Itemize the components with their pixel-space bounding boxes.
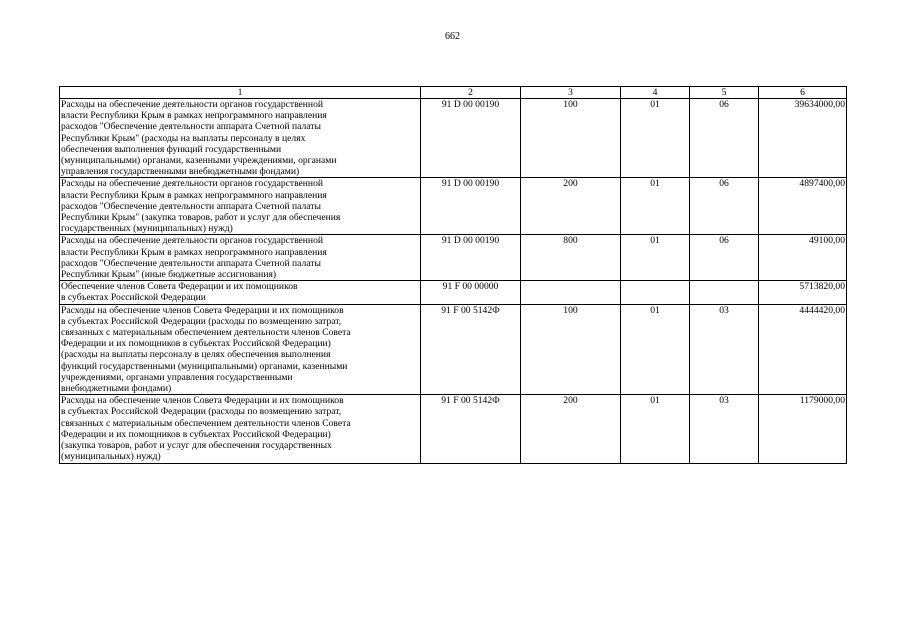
description-line: (муниципальными) органами, казенными учреждениями, органами [61, 155, 337, 167]
header-cell-code: 2 [421, 87, 521, 99]
header-cell-amount: 6 [759, 87, 847, 99]
description-line: расходов "Обеспечение деятельности аппарата Счетной палаты [61, 121, 321, 133]
description-line: управления государственными внебюджетными фондами) [61, 166, 300, 178]
cell-expense-type: 100 [521, 304, 621, 395]
cell-description [60, 99, 421, 178]
cell-expense-type: 200 [521, 178, 621, 235]
description-line: расходов "Обеспечение деятельности аппарата Счетной палаты [61, 257, 321, 269]
cell-section: 01 [621, 178, 690, 235]
description-line: в субъектах Российской Федерации [61, 292, 206, 304]
cell-description [60, 395, 421, 463]
description-line: функций государственными (муниципальными) органами, казенными [61, 360, 348, 372]
cell-amount: 4444420,00 [759, 304, 847, 395]
table-body [60, 99, 847, 464]
cell-code: 91 F 00 5142Ф [421, 304, 521, 395]
cell-code: 91 D 00 00190 [421, 99, 521, 178]
cell-subsection [690, 281, 759, 304]
description-line: расходов "Обеспечение деятельности аппарата Счетной палаты [61, 200, 321, 212]
description-line: власти Республики Крым в рамках непрограммного направления [61, 110, 327, 122]
description-line: в субъектах Российской Федерации (расходы по возмещению затрат, [61, 315, 342, 327]
cell-expense-type [521, 281, 621, 304]
cell-code: 91 F 00 5142Ф [421, 395, 521, 463]
description-line: Федерации и их помощников в субъектах Российской Федерации) [61, 428, 331, 440]
description-line: Республики Крым" (иные бюджетные ассигнования) [61, 269, 277, 281]
description-line: связанных с материальным обеспечением деятельности членов Совета [61, 327, 351, 339]
cell-expense-type: 100 [521, 99, 621, 178]
cell-section: 01 [621, 395, 690, 463]
header-cell-section: 4 [621, 87, 690, 99]
cell-amount: 49100,00 [759, 235, 847, 281]
cell-description [60, 304, 421, 395]
description-line: Расходы на обеспечение членов Совета Федерации и их помощников [61, 304, 344, 316]
header-row [60, 87, 847, 99]
header-cell-description: 1 [60, 87, 421, 99]
table-row [60, 281, 847, 304]
cell-description [60, 235, 421, 281]
cell-description [60, 281, 421, 304]
cell-code: 91 D 00 00190 [421, 178, 521, 235]
description-line: Республики Крым" (расходы на выплаты персоналу в целях [61, 132, 306, 144]
table-row [60, 178, 847, 235]
table-row [60, 304, 847, 395]
description-line: учреждениями, органами управления государственными [61, 371, 293, 383]
description-line: в субъектах Российской Федерации (расходы по возмещению затрат, [61, 406, 342, 418]
description-line: Федерации и их помощников в субъектах Российской Федерации) [61, 338, 331, 350]
table-row [60, 395, 847, 463]
cell-subsection: 06 [690, 178, 759, 235]
description-line: Обеспечение членов Совета Федерации и их помощников [61, 281, 298, 293]
cell-section: 01 [621, 235, 690, 281]
description-line: Расходы на обеспечение деятельности органов государственной [61, 235, 324, 247]
description-line: связанных с материальным обеспечением деятельности членов Совета [61, 417, 351, 429]
cell-expense-type: 800 [521, 235, 621, 281]
cell-subsection: 06 [690, 235, 759, 281]
budget-table [59, 86, 847, 464]
description-line: (расходы на выплаты персоналу в целях обеспечения выполнения [61, 349, 331, 361]
description-line: внебюджетными фондами) [61, 383, 172, 395]
description-line: обеспечения выполнения функций государственными [61, 143, 282, 155]
cell-expense-type: 200 [521, 395, 621, 463]
cell-amount: 4897400,00 [759, 178, 847, 235]
description-line: Республики Крым" (закупка товаров, работ и услуг для обеспечения [61, 212, 341, 224]
table-row [60, 99, 847, 178]
description-line: (муниципальных) нужд) [61, 451, 161, 463]
cell-subsection: 06 [690, 99, 759, 178]
table-row [60, 235, 847, 281]
cell-section [621, 281, 690, 304]
cell-section: 01 [621, 304, 690, 395]
cell-description [60, 178, 421, 235]
cell-amount: 39634000,00 [759, 99, 847, 178]
description-line: Расходы на обеспечение деятельности органов государственной [61, 99, 324, 110]
description-line: (закупка товаров, работ и услуг для обеспечения государственных [61, 440, 332, 452]
header-cell-subsection: 5 [690, 87, 759, 99]
cell-subsection: 03 [690, 304, 759, 395]
cell-amount: 1179000,00 [759, 395, 847, 463]
page-number: 662 [445, 31, 460, 42]
description-line: государственных (муниципальных) нужд) [61, 223, 233, 235]
header-cell-type: 3 [521, 87, 621, 99]
cell-amount: 5713820,00 [759, 281, 847, 304]
description-line: власти Республики Крым в рамках непрограммного направления [61, 189, 327, 201]
cell-code: 91 D 00 00190 [421, 235, 521, 281]
description-line: власти Республики Крым в рамках непрограммного направления [61, 246, 327, 258]
cell-code: 91 F 00 00000 [421, 281, 521, 304]
cell-section: 01 [621, 99, 690, 178]
cell-subsection: 03 [690, 395, 759, 463]
description-line: Расходы на обеспечение членов Совета Федерации и их помощников [61, 395, 344, 407]
description-line: Расходы на обеспечение деятельности органов государственной [61, 178, 324, 190]
